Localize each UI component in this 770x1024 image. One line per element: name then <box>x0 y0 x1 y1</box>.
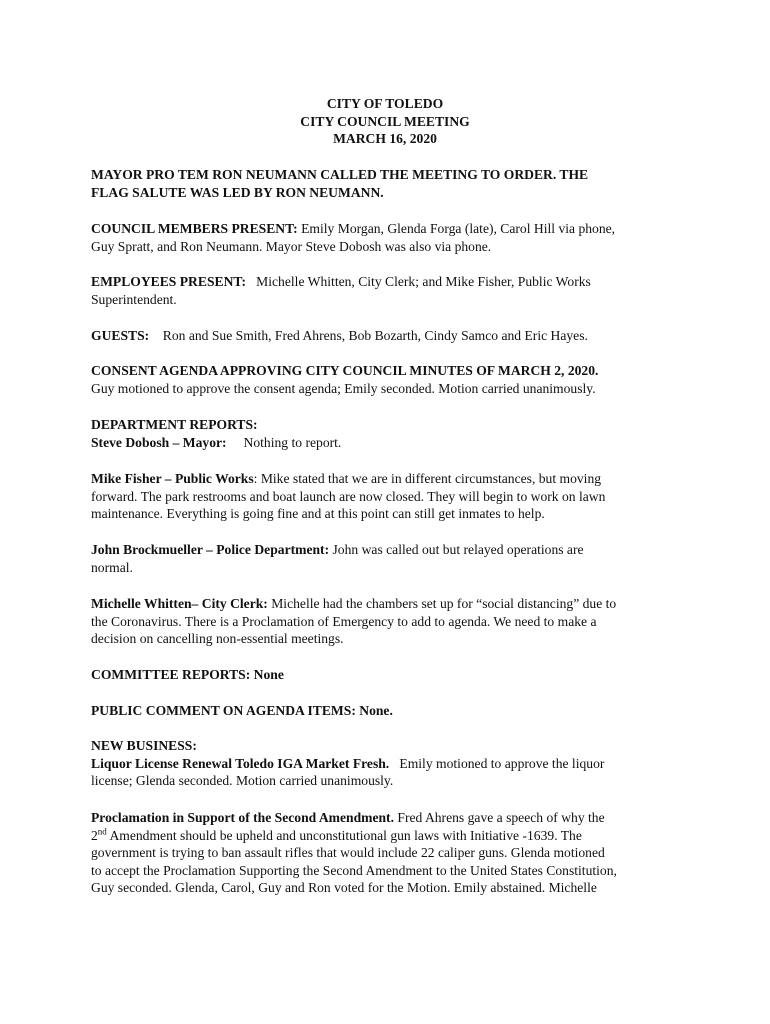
clerk-label: Michelle Whitten– City Clerk: <box>91 596 268 611</box>
employees-present: EMPLOYEES PRESENT: Michelle Whitten, City Clerk; and Mike Fisher, Public Works Superintendent. <box>91 274 591 307</box>
header-date: MARCH 16, 2020 <box>333 131 437 146</box>
police-label: John Brockmueller – Police Department: <box>91 542 330 557</box>
clerk-report: Michelle Whitten– City Clerk: Michelle had the chambers set up for “social distancing” due to the Coronavirus. There is a Proclamation of Emergency to add to agenda. We need to make a decision on cancelling non-essential meetings. <box>91 596 617 646</box>
new-business: NEW BUSINESS: Liquor License Renewal Toledo IGA Market Fresh. Emily motioned to approve the liquor license; Glenda seconded. Motion carried unanimously. <box>91 737 691 790</box>
department-reports: DEPARTMENT REPORTS: Steve Dobosh – Mayor: Nothing to report. <box>91 416 691 451</box>
guests-label: GUESTS: <box>91 328 150 343</box>
council-label: COUNCIL MEMBERS PRESENT: <box>91 221 298 236</box>
new-business-heading: NEW BUSINESS: <box>91 738 197 753</box>
proclamation-label: Proclamation in Support of the Second Amendment. <box>91 810 394 825</box>
header-city: CITY OF TOLEDO <box>326 96 444 111</box>
public-comment: PUBLIC COMMENT ON AGENDA ITEMS: None. <box>91 703 393 718</box>
police-report: John Brockmueller – Police Department: John was called out but relayed operations are normal. <box>91 542 584 575</box>
committee-reports: COMMITTEE REPORTS: None <box>91 667 284 682</box>
consent-agenda: CONSENT AGENDA APPROVING CITY COUNCIL MINUTES OF MARCH 2, 2020. Guy motioned to approve the consent agenda; Emily seconded. Motion carried unanimously. <box>91 362 691 397</box>
proclamation-item: Proclamation in Support of the Second Amendment. Fred Ahrens gave a speech of why the 2nd Amendment should be upheld and unconstitutional gun laws with Initiative -1639. The government is trying to ban assault rifles that would include 22 caliper guns. Glenda motioned to accept the Proclamation Supporting the Second Amendment to the United States Constitution, Guy seconded. Glenda, Carol, Guy and Ron voted for the Motion. Emily abstained. Michelle <box>91 810 617 895</box>
council-members-present: COUNCIL MEMBERS PRESENT: Emily Morgan, Glenda Forga (late), Carol Hill via phone, Guy Spratt, and Ron Neumann. Mayor Steve Dobosh was also via phone. <box>91 221 616 254</box>
public-works-label: Mike Fisher – Public Works <box>91 471 254 486</box>
department-reports-heading: DEPARTMENT REPORTS: <box>91 417 258 432</box>
liquor-license-label: Liquor License Renewal Toledo IGA Market Fresh. <box>91 755 390 771</box>
consent-agenda-heading: CONSENT AGENDA APPROVING CITY COUNCIL MINUTES OF MARCH 2, 2020. <box>91 363 599 378</box>
document-header <box>0 95 770 148</box>
call-to-order: MAYOR PRO TEM RON NEUMANN CALLED THE MEETING TO ORDER. THE FLAG SALUTE WAS LED BY RON NEUMANN. <box>91 167 589 200</box>
guests: GUESTS: Ron and Sue Smith, Fred Ahrens, Bob Bozarth, Cindy Samco and Eric Hayes. <box>91 328 588 343</box>
public-works-report: Mike Fisher – Public Works: Mike stated that we are in different circumstances, but moving forward. The park restrooms and boat launch are now closed. They will begin to work on lawn maintenance. Everything is going fine and at this point can still get inmates to help. <box>91 471 606 521</box>
header-meeting: CITY COUNCIL MEETING <box>300 113 470 129</box>
mayor-label: Steve Dobosh – Mayor: <box>91 434 227 450</box>
employees-label: EMPLOYEES PRESENT: <box>91 274 246 289</box>
